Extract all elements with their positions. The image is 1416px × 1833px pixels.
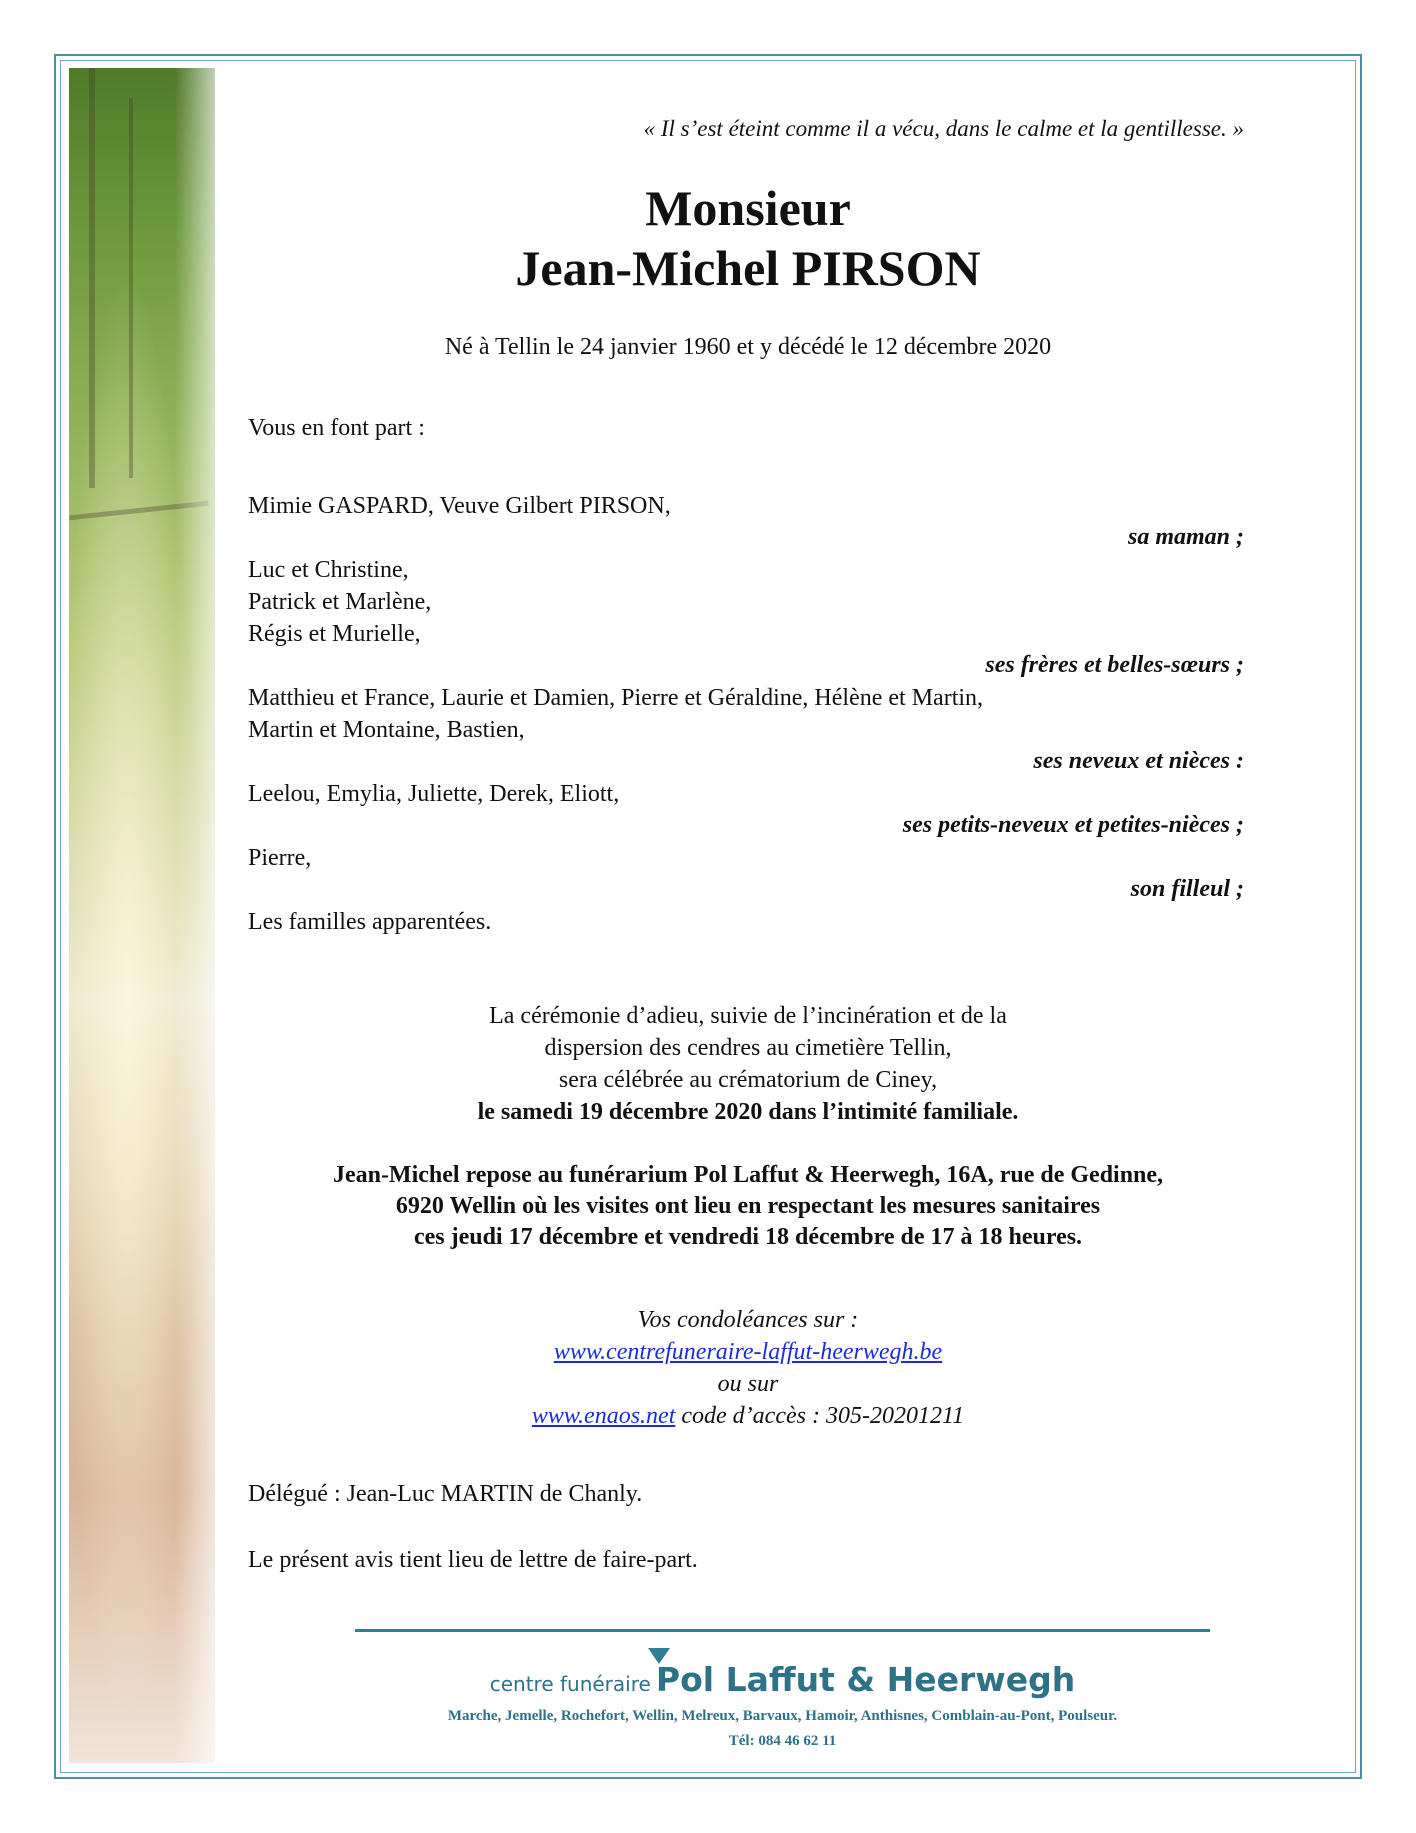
ceremony-details	[250, 1000, 1246, 1128]
condolences-block	[250, 1304, 1246, 1432]
family-petits-names: Leelou, Emylia, Juliette, Derek, Eliott,	[248, 781, 620, 807]
ceremony-line: La cérémonie d’adieu, suivie de l’incinération et de la	[489, 1003, 1007, 1029]
funeral-center-link[interactable]: www.centrefuneraire-laffut-heerwegh.be	[553, 1339, 943, 1365]
list-item: Matthieu et France, Laurie et Damien, Pierre et Géraldine, Hélène et Martin,	[248, 685, 984, 711]
funeral-center-logo	[355, 1660, 1210, 1699]
family-filleul-name: Pierre,	[248, 845, 312, 871]
repose-line: ces jeudi 17 décembre et vendredi 18 décembre de 17 à 18 heures.	[413, 1224, 1083, 1250]
title-fullname: Jean-Michel PIRSON	[515, 240, 981, 296]
ceremony-date: le samedi 19 décembre 2020 dans l’intimité familiale.	[477, 1099, 1019, 1125]
family-neveux-names	[248, 682, 983, 746]
repose-line: 6920 Wellin où les visites ont lieu en respectant les mesures sanitaires	[395, 1193, 1101, 1219]
family-filleul-relation: son filleul ;	[1130, 876, 1244, 902]
logo-name: Pol Laffut & Heerwegh	[655, 1660, 1076, 1699]
logo-subtitle: centre funéraire	[489, 1672, 651, 1696]
family-maman-names: Mimie GASPARD, Veuve Gilbert PIRSON,	[248, 493, 671, 519]
deceased-name	[250, 178, 1246, 298]
condolences-or: ou sur	[717, 1371, 779, 1397]
delegate: Délégué : Jean-Luc MARTIN de Chanly.	[248, 1481, 643, 1507]
family-apparentees: Les familles apparentées.	[248, 909, 492, 935]
list-item: Luc et Christine,	[248, 557, 409, 583]
family-neveux-relation: ses neveux et nièces :	[1033, 748, 1244, 774]
title-honorific: Monsieur	[645, 180, 851, 236]
enaos-link[interactable]: www.enaos.net	[531, 1403, 676, 1429]
family-maman-relation: sa maman ;	[1127, 524, 1244, 550]
list-item: Patrick et Marlène,	[248, 589, 432, 615]
ceremony-line: dispersion des cendres au cimetière Tellin,	[544, 1035, 952, 1061]
family-petits-relation: ses petits-neveux et petites-nièces ;	[902, 812, 1244, 838]
repose-line: Jean-Michel repose au funérarium Pol Laffut & Heerwegh, 16A, rue de Gedinne,	[332, 1162, 1164, 1188]
list-item: Régis et Murielle,	[248, 621, 421, 647]
intro-text: Vous en font part :	[248, 415, 425, 441]
footer-phone: Tél: 084 46 62 11	[728, 1733, 837, 1749]
family-freres-names	[248, 554, 431, 650]
birth-death-dates: Né à Tellin le 24 janvier 1960 et y décédé le 12 décembre 2020	[444, 334, 1052, 360]
forest-path-photo	[69, 68, 215, 1763]
footer-rule	[355, 1629, 1210, 1632]
family-freres-relation: ses frères et belles-sœurs ;	[985, 652, 1244, 678]
condolences-label: Vos condoléances sur :	[637, 1307, 859, 1333]
list-item: Martin et Montaine, Bastien,	[248, 717, 525, 743]
quote: « Il s’est éteint comme il a vécu, dans le calme et la gentillesse. »	[643, 116, 1244, 141]
notice-text: Le présent avis tient lieu de lettre de faire-part.	[248, 1547, 698, 1573]
funerarium-details	[250, 1160, 1246, 1253]
footer-towns: Marche, Jemelle, Rochefort, Wellin, Melreux, Barvaux, Hamoir, Anthisnes, Comblain-au-Pont, Poulseur.	[447, 1708, 1118, 1724]
ceremony-line: sera célébrée au crématorium de Ciney,	[558, 1067, 938, 1093]
access-code: code d’accès : 305-20201211	[675, 1403, 965, 1429]
